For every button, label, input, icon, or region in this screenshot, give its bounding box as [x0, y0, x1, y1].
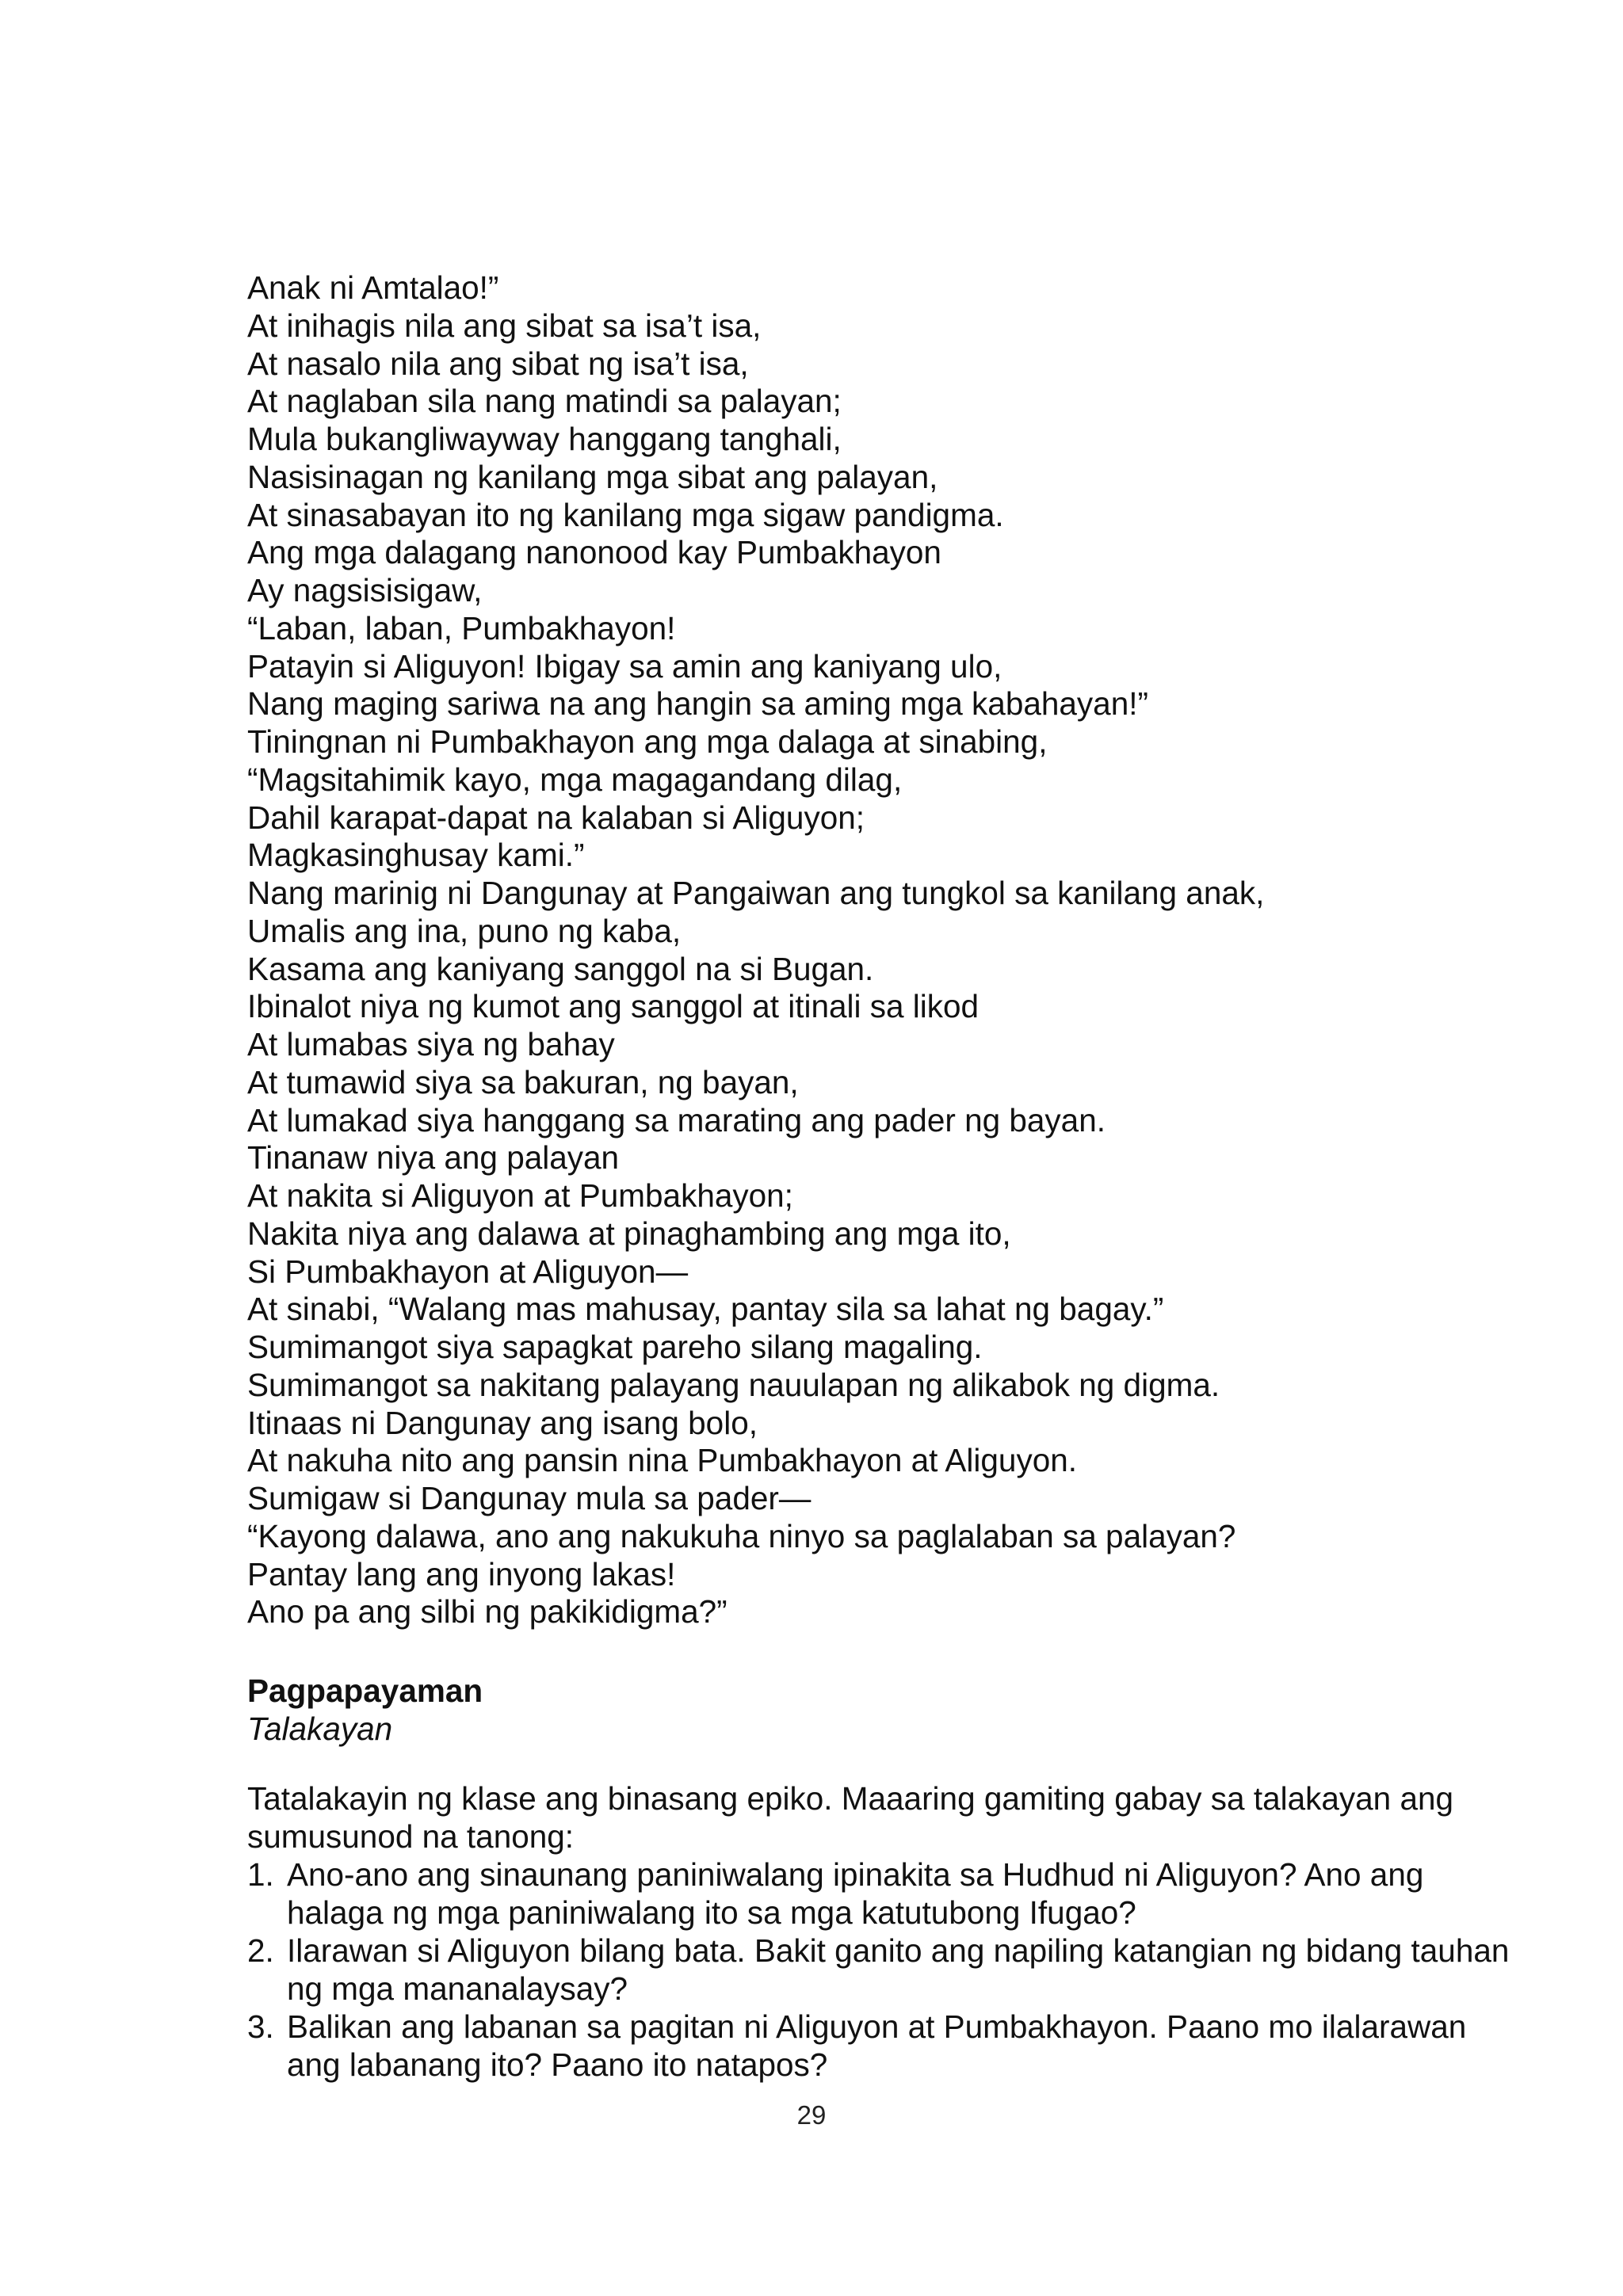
poem-line: Nakita niya ang dalawa at pinaghambing ang mga ito, — [247, 1215, 1011, 1252]
poem-line: Si Pumbakhayon at Aliguyon— — [247, 1253, 689, 1290]
poem-line: Nang maging sariwa na ang hangin sa aming mga kabahayan!” — [247, 685, 1148, 723]
question-number: 2. — [247, 1932, 274, 1969]
poem-line: Umalis ang ina, puno ng kaba, — [247, 912, 682, 949]
page-number: 29 — [796, 2100, 827, 2130]
poem-line: At tumawid siya sa bakuran, ng bayan, — [247, 1063, 799, 1100]
question-text: Ilarawan si Aliguyon bilang bata. Bakit ganito ang napiling katangian ng bidang tauhan ng mga mananalaysay? — [287, 1932, 1510, 2007]
poem-line: Sumigaw si Dangunay mula sa pader— — [247, 1480, 812, 1516]
poem-line: Magkasinghusay kami.” — [247, 837, 585, 874]
poem-line: Mula bukangliwayway hanggang tanghali, — [247, 421, 842, 457]
poem-line: Ay nagsisisigaw, — [247, 572, 483, 608]
poem-line: “Kayong dalawa, ano ang nakukuha ninyo sa paglalaban sa palayan? — [247, 1517, 1236, 1554]
poem-line: Kasama ang kaniyang sanggol na si Bugan. — [247, 950, 874, 987]
poem-line: Sumimangot sa nakitang palayang nauulapan ng alikabok ng digma. — [247, 1366, 1220, 1403]
poem-line: Anak ni Amtalao!” — [247, 269, 499, 306]
question-list — [247, 1855, 1515, 2084]
poem-line: At nakita si Aliguyon at Pumbakhayon; — [247, 1177, 793, 1214]
question-text: Balikan ang labanan sa pagitan ni Aliguyon at Pumbakhayon. Paano mo ilalarawan ang labanang ito? Paano ito natapos? — [287, 2008, 1467, 2083]
epic-poem-excerpt — [247, 269, 1515, 1631]
question-item — [247, 2008, 1515, 2084]
poem-line: Ang mga dalagang nanonood kay Pumbakhayon — [247, 534, 941, 571]
poem-line: Tiningnan ni Pumbakhayon ang mga dalaga at sinabing, — [247, 723, 1048, 760]
poem-line: At inihagis nila ang sibat sa isa’t isa, — [247, 307, 762, 344]
poem-line: At lumakad siya hanggang sa marating ang pader ng bayan. — [247, 1101, 1106, 1138]
poem-line: Nang marinig ni Dangunay at Pangaiwan ang tungkol sa kanilang anak, — [247, 875, 1265, 911]
section-heading: Pagpapayaman — [247, 1672, 483, 1709]
poem-line: Itinaas ni Dangunay ang isang bolo, — [247, 1404, 758, 1441]
poem-line: Nasisinagan ng kanilang mga sibat ang palayan, — [247, 458, 938, 495]
poem-line: “Laban, laban, Pumbakhayon! — [247, 609, 676, 646]
poem-line: Patayin si Aliguyon! Ibigay sa amin ang kaniyang ulo, — [247, 647, 1002, 685]
poem-line: Ibinalot niya ng kumot ang sanggol at itinali sa likod — [247, 988, 980, 1025]
section-intro: Tatalakayin ng klase ang binasang epiko. Maaaring gamiting gabay sa talakayan ang sumusunod na tanong: — [247, 1780, 1454, 1855]
poem-line: At sinabi, “Walang mas mahusay, pantay sila sa lahat ng bagay.” — [247, 1291, 1164, 1328]
question-number: 3. — [247, 2008, 274, 2045]
question-number: 1. — [247, 1856, 274, 1893]
poem-line: Ano pa ang silbi ng pakikidigma?” — [247, 1593, 727, 1630]
poem-line: Dahil karapat-dapat na kalaban si Aliguyon; — [247, 799, 865, 836]
section-subheading: Talakayan — [247, 1711, 393, 1747]
poem-line: Pantay lang ang inyong lakas! — [247, 1555, 676, 1592]
question-item — [247, 1932, 1515, 2008]
poem-line: At naglaban sila nang matindi sa palayan; — [247, 383, 842, 420]
poem-line: At nasalo nila ang sibat ng isa’t isa, — [247, 345, 749, 382]
question-item — [247, 1855, 1515, 1932]
poem-line: At lumabas siya ng bahay — [247, 1026, 615, 1062]
poem-line: Sumimangot siya sapagkat pareho silang magaling. — [247, 1329, 983, 1365]
question-text: Ano-ano ang sinaunang paniniwalang ipinakita sa Hudhud ni Aliguyon? Ano ang halaga ng mga paniniwalang ito sa mga katutubong Ifugao? — [287, 1856, 1424, 1931]
poem-line: At nakuha nito ang pansin nina Pumbakhayon at Aliguyon. — [247, 1442, 1078, 1479]
poem-line: Tinanaw niya ang palayan — [247, 1139, 620, 1177]
discussion-section — [247, 1672, 1515, 2084]
poem-line: “Magsitahimik kayo, mga magagandang dilag, — [247, 761, 903, 798]
poem-line: At sinasabayan ito ng kanilang mga sigaw pandigma. — [247, 496, 1004, 533]
